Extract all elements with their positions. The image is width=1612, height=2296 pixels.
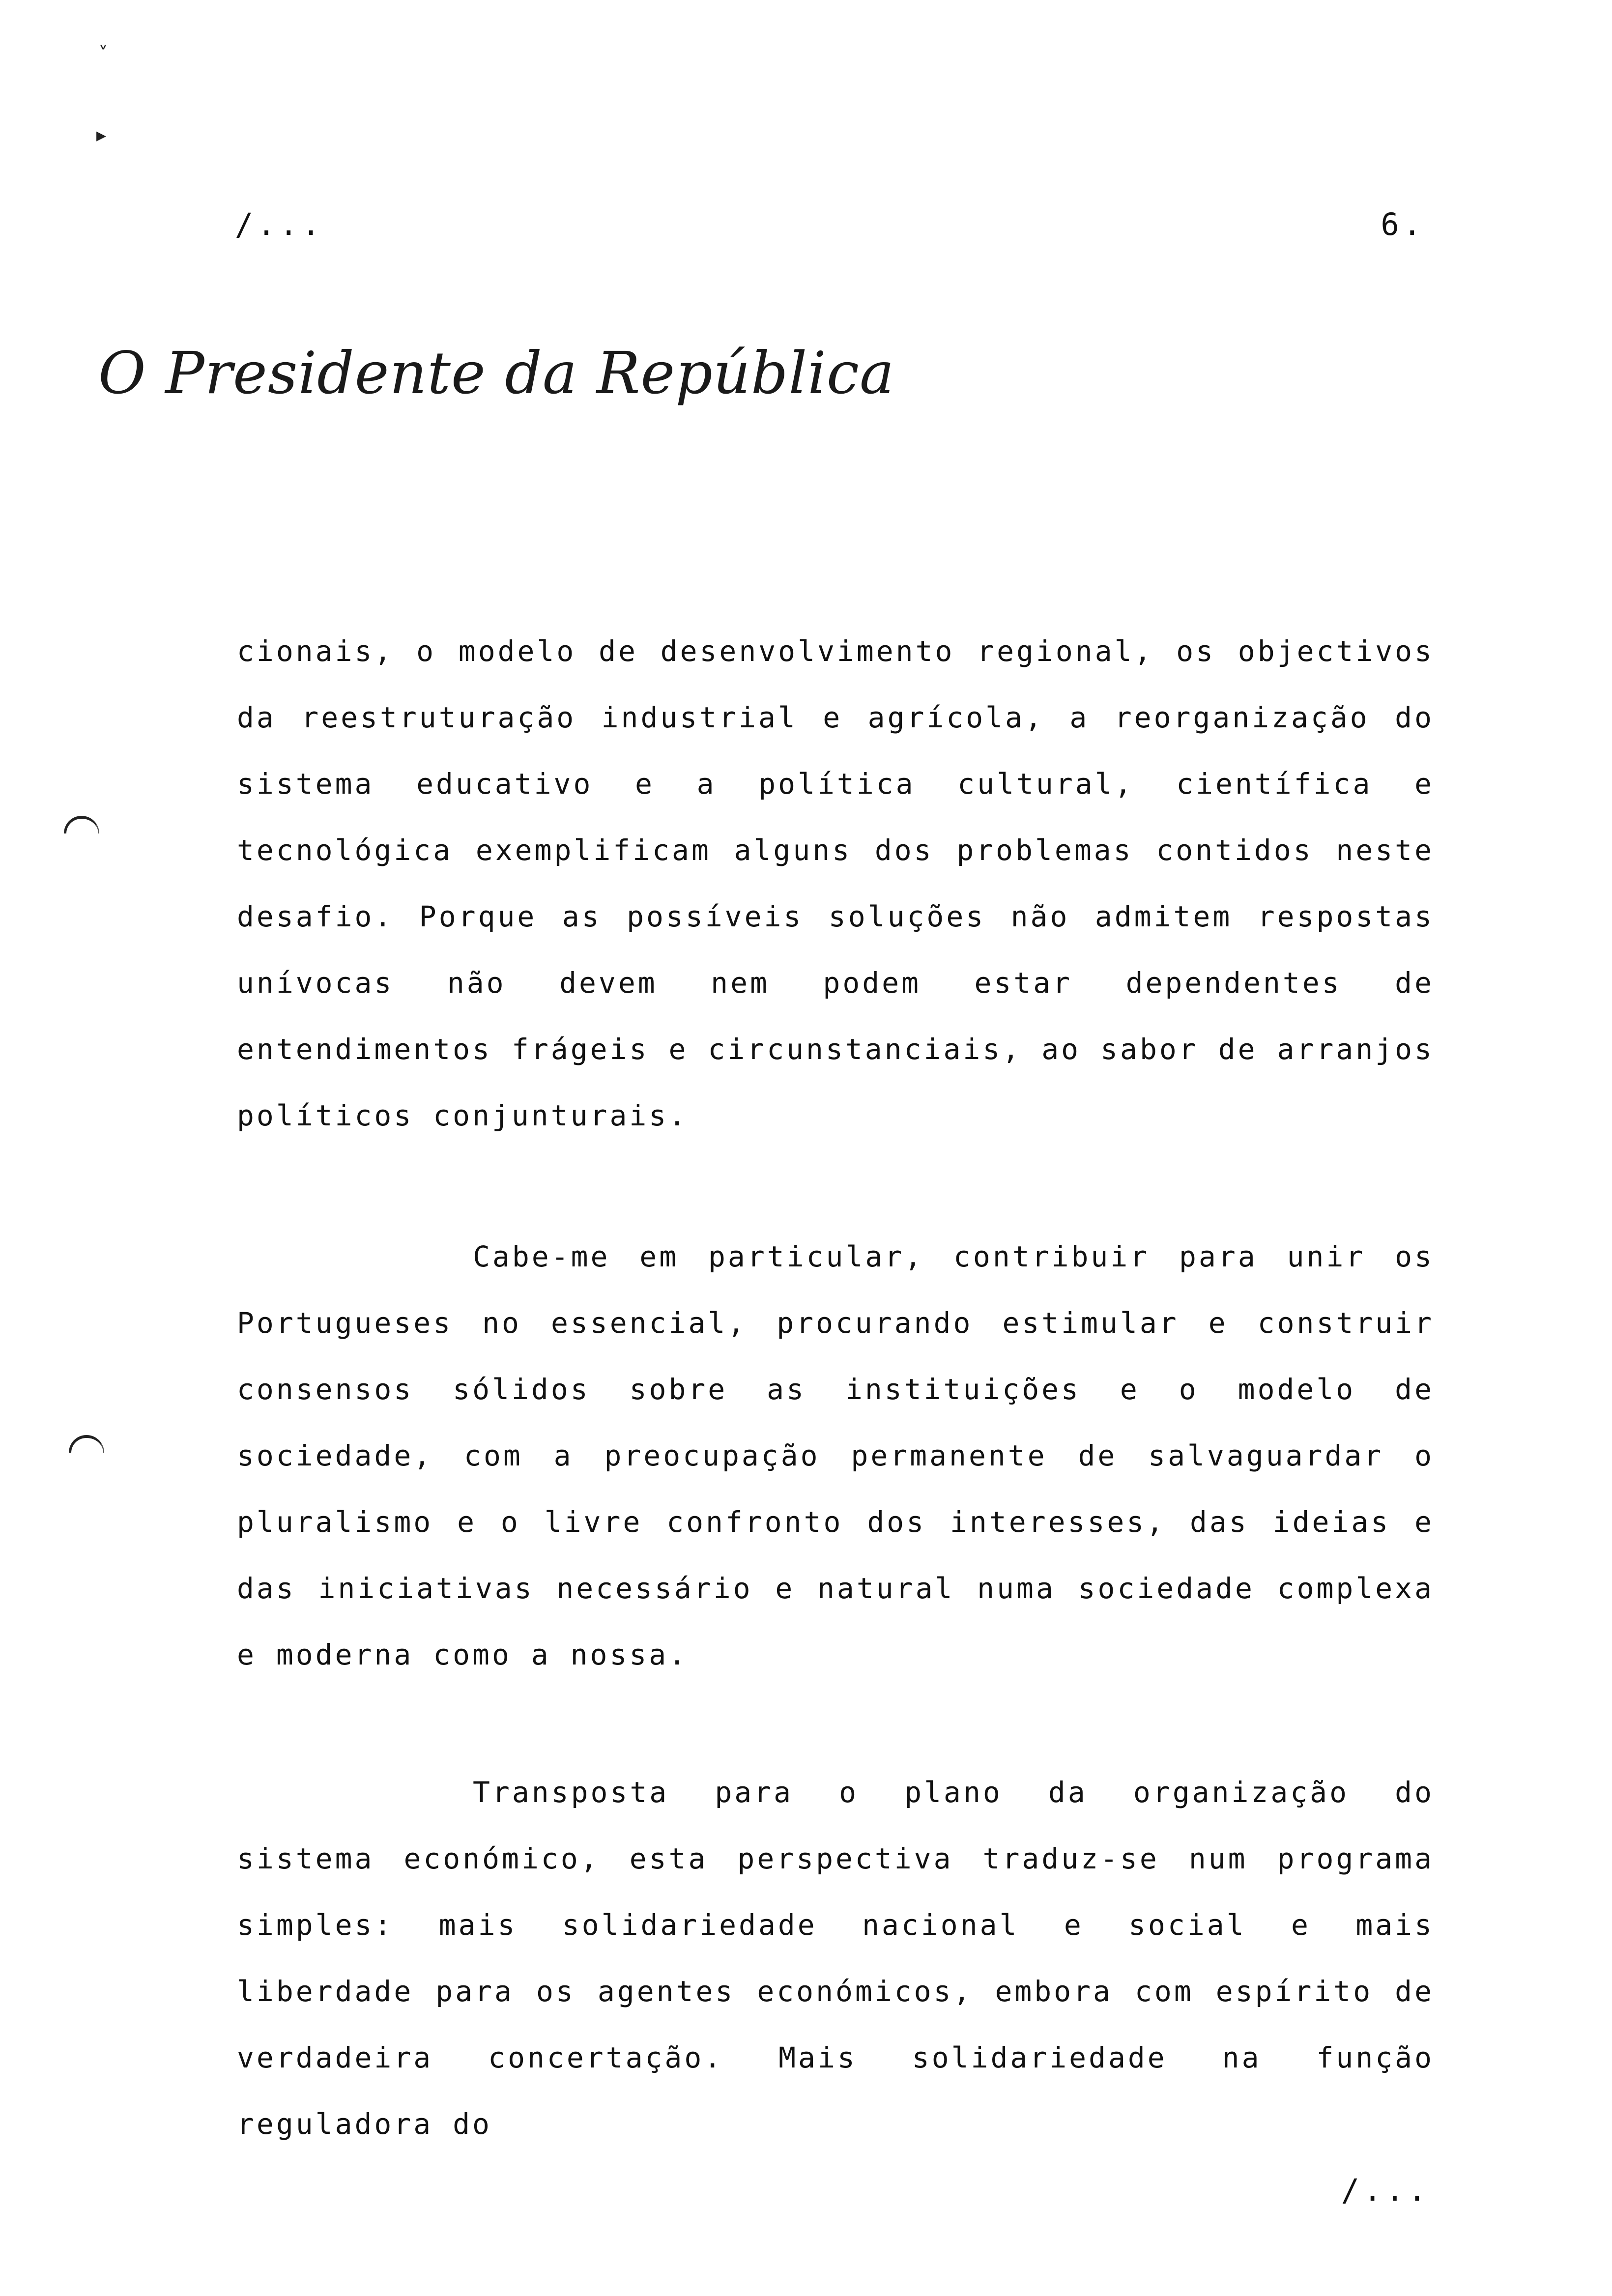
paragraph-text: cionais, o modelo de desenvolvimento regional, os objectivos da reestruturação industrial e agrícola, a reorganização do sistema educativo e a política cultural, científica e tecnológica exemplificam alguns dos problemas contidos neste desafio. Porque as possíveis soluções não admitem respostas unívocas não devem nem podem estar dependentes de entendimentos frágeis e circunstanciais, ao sabor de arranjos políticos conjunturais. [237, 634, 1434, 1132]
paragraph-text: Cabe-me em particular, contribuir para unir os Portugueses no essencial, procurando estimular e construir consensos sólidos sobre as instituições e o modelo de sociedade, com a preocupação permanente de salvaguardar o pluralismo e o livre confronto dos interesses, das ideias e das iniciativas necessário e natural numa sociedade complexa e moderna como a nossa. [237, 1240, 1434, 1671]
paragraph-3 [237, 1759, 1434, 2157]
scan-speck: ˅ [98, 43, 108, 65]
page-number: 6. [1381, 206, 1425, 242]
paragraph-1 [237, 618, 1434, 1149]
punch-hole-mark [64, 816, 99, 833]
paragraph-2 [237, 1224, 1434, 1688]
continuation-marker-bottom: /... [1341, 2172, 1430, 2208]
punch-hole-mark [69, 1435, 104, 1453]
letterhead-title: O Presidente da República [98, 339, 895, 407]
scan-speck: ▸ [96, 124, 107, 146]
continuation-marker-top: /... [235, 206, 324, 242]
paragraph-text: Transposta para o plano da organização do sistema económico, esta perspectiva traduz-se num programa simples: mais solidariedade nacional e social e mais liberdade para os agentes económicos, embora com espírito de verdadeira concertação. Mais solidariedade na função reguladora do [237, 1776, 1434, 2141]
